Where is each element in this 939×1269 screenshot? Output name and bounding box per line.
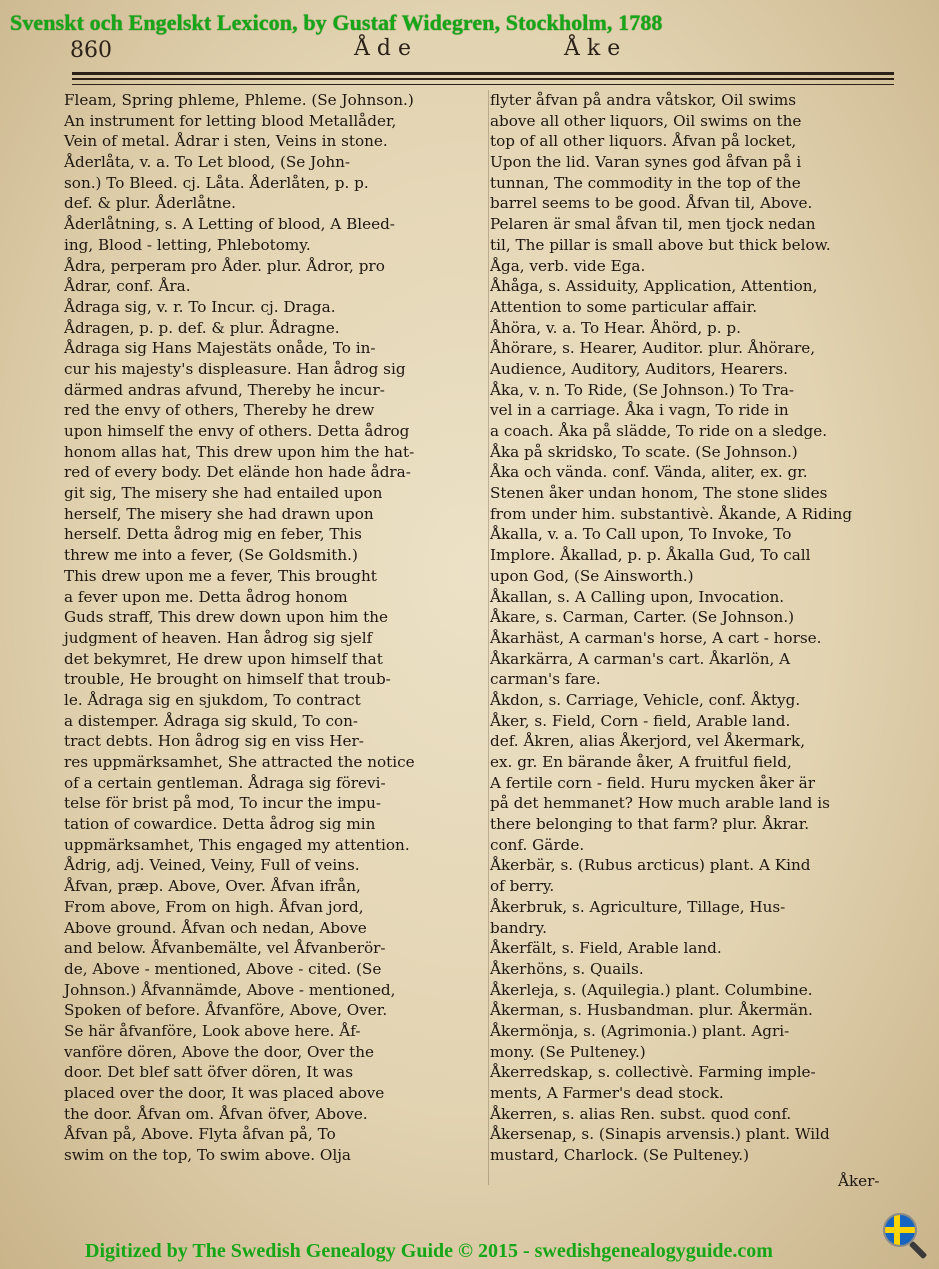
entry-line: Åkerbruk, s. Agriculture, Tillage, Hus-	[490, 897, 786, 916]
entry-line: Åker, s. Field, Corn - field, Arable land.	[490, 711, 791, 730]
entry-line: Åkalla, v. a. To Call upon, To Invoke, To	[490, 525, 792, 544]
entry-line: Åfvan, præp. Above, Over. Åfvan ifrån,	[64, 877, 361, 896]
entry-line: mustard, Charlock. (Se Pulteney.)	[490, 1146, 750, 1165]
entry-line: res uppmärksamhet, She attracted the notice	[64, 753, 415, 771]
page-number: 860	[70, 38, 112, 63]
entry-line: Implore. Åkallad, p. p. Åkalla Gud, To call	[490, 546, 811, 565]
entry-line: there belonging to that farm? plur. Åkrar.	[490, 815, 810, 834]
entry-line: above all other liquors, Oil swims on the	[490, 111, 802, 130]
entry-line: def. & plur. Åderlåtne.	[64, 194, 236, 213]
catchword: Åker-	[838, 1172, 880, 1190]
entry-line: From above, From on high. Åfvan jord,	[64, 897, 364, 916]
entry-line: Johnson.) Åfvannämde, Above - mentioned,	[64, 980, 396, 999]
entry-line: Ådraga sig Hans Majestäts onåde, To in-	[64, 339, 376, 358]
entry-line: carman's fare.	[490, 670, 601, 689]
entry-line: telse för brist på mod, To incur the impu-	[64, 794, 382, 813]
entry-line: upon God, (Se Ainsworth.)	[490, 566, 694, 585]
entry-line: Åga, verb. vide Ega.	[490, 256, 646, 275]
entry-line: Åkallan, s. A Calling upon, Invocation.	[490, 587, 785, 606]
entry-line: tunnan, The commodity in the top of the	[490, 173, 801, 192]
entry-line: top of all other liquors. Åfvan på locket,	[490, 132, 797, 151]
entry-line: Spoken of before. Åfvanföre, Above, Over.	[64, 1001, 388, 1020]
entry-line: and below. Åfvanbemälte, vel Åfvanberör-	[64, 939, 386, 958]
magnifier-handle-icon	[909, 1241, 927, 1259]
entry-line: Ådrig, adj. Veined, Veiny, Full of veins.	[64, 856, 360, 875]
entry-line: Audience, Auditory, Auditors, Hearers.	[490, 359, 789, 378]
entry-line: Åkersenap, s. (Sinapis arvensis.) plant. Wild	[490, 1125, 830, 1144]
entry-line: Vein of metal. Ådrar i sten, Veins in stone.	[64, 132, 388, 151]
entry-line: herself. Detta ådrog mig en feber, This	[64, 525, 362, 544]
running-head-right: Åke	[564, 36, 628, 61]
entry-line: det bekymret, He drew upon himself that	[64, 649, 383, 668]
entry-line: flyter åfvan på andra våtskor, Oil swims	[490, 91, 797, 109]
header-rule	[72, 84, 894, 85]
entry-line: herself, The misery she had drawn upon	[64, 504, 374, 523]
entry-line: This drew upon me a fever, This brought	[64, 566, 377, 585]
entry-line: vel in a carriage. Åka i vagn, To ride in	[490, 401, 789, 420]
entry-line: Åderlåtning, s. A Letting of blood, A Bleed-	[64, 215, 395, 234]
entry-line: git sig, The misery she had entailed upon	[64, 484, 383, 503]
entry-line: Ådra, perperam pro Åder. plur. Ådror, pro	[64, 256, 385, 275]
entry-line: vanföre dören, Above the door, Over the	[64, 1042, 374, 1061]
entry-line: Åhöra, v. a. To Hear. Åhörd, p. p.	[490, 318, 741, 337]
entry-line: Åkerhöns, s. Quails.	[490, 959, 644, 978]
entry-line: Attention to some particular affair.	[490, 297, 758, 316]
entry-line: door. Det blef satt öfver dören, It was	[64, 1063, 353, 1082]
entry-line: Åkerren, s. alias Ren. subst. quod conf.	[490, 1104, 792, 1123]
entry-line: Stenen åker undan honom, The stone slides	[490, 484, 828, 503]
entry-line: Åderlåta, v. a. To Let blood, (Se John-	[64, 153, 351, 172]
footer-credit: Digitized by The Swedish Genealogy Guide © 2015 - swedishgenealogyguide.com	[85, 1240, 773, 1262]
entry-line: ments, A Farmer's dead stock.	[490, 1084, 724, 1102]
entry-line: Guds straff, This drew down upon him the	[64, 608, 389, 627]
header-rule	[72, 72, 894, 75]
entry-line: Fleam, Spring phleme, Phleme. (Se Johnson.)	[64, 91, 414, 109]
entry-line: ing, Blood - letting, Phlebotomy.	[64, 235, 311, 254]
entry-line: conf. Gärde.	[490, 835, 585, 854]
entry-line: Åkermönja, s. (Agrimonia.) plant. Agri-	[490, 1021, 790, 1040]
entry-line: Åka och vända. conf. Vända, aliter, ex. gr.	[490, 463, 808, 482]
entry-line: Ådraga sig, v. r. To Incur. cj. Draga.	[64, 297, 336, 316]
entry-line: Se här åfvanföre, Look above here. Åf-	[64, 1021, 361, 1040]
entry-line: Åkerbär, s. (Rubus arcticus) plant. A Kind	[490, 856, 811, 875]
entry-line: Åhåga, s. Assiduity, Application, Attention,	[490, 277, 818, 296]
watermark-title: Svenskt och Engelskt Lexicon, by Gustaf Widegren, Stockholm, 1788	[10, 10, 663, 35]
entry-line: honom allas hat, This drew upon him the hat-	[64, 442, 415, 461]
entry-line: trouble, He brought on himself that troub-	[64, 670, 391, 689]
entry-line: the door. Åfvan om. Åfvan öfver, Above.	[64, 1104, 368, 1123]
entry-line: le. Ådraga sig en sjukdom, To contract	[64, 690, 361, 709]
entry-line: Åkerfält, s. Field, Arable land.	[490, 939, 722, 958]
entry-line: def. Åkren, alias Åkerjord, vel Åkermark,	[490, 732, 806, 751]
entry-line: uppmärksamhet, This engaged my attention.	[64, 835, 410, 854]
entry-line: Åkdon, s. Carriage, Vehicle, conf. Åktyg.	[490, 690, 801, 709]
entry-line: threw me into a fever, (Se Goldsmith.)	[64, 546, 358, 565]
header-rule	[72, 78, 894, 80]
entry-line: son.) To Bleed. cj. Låta. Åderlåten, p. p.	[64, 173, 369, 192]
left-column	[64, 90, 478, 1166]
entry-line: a distemper. Ådraga sig skuld, To con-	[64, 711, 359, 730]
entry-line: Åfvan på, Above. Flyta åfvan på, To	[64, 1125, 336, 1144]
entry-line: tation of cowardice. Detta ådrog sig min	[64, 815, 376, 834]
entry-line: Above ground. Åfvan och nedan, Above	[64, 918, 367, 937]
entry-line: An instrument for letting blood Metallåder,	[64, 111, 397, 130]
entry-line: bandry.	[490, 918, 547, 937]
entry-line: Åkarhäst, A carman's horse, A cart - horse.	[490, 628, 822, 647]
entry-line: Åkerleja, s. (Aquilegia.) plant. Columbine.	[490, 980, 813, 999]
entry-line: cur his majesty's displeasure. Han ådrog sig	[64, 359, 406, 378]
entry-line: på det hemmanet? How much arable land is	[490, 794, 830, 813]
entry-line: Pelaren är smal åfvan til, men tjock nedan	[490, 215, 816, 234]
entry-line: därmed andras afvund, Thereby he incur-	[64, 380, 385, 399]
entry-line: of a certain gentleman. Ådraga sig förevi-	[64, 773, 386, 792]
entry-line: Åka på skridsko, To scate. (Se Johnson.)	[490, 442, 798, 461]
entry-line: Åhörare, s. Hearer, Auditor. plur. Åhörare,	[490, 339, 816, 358]
entry-line: tract debts. Hon ådrog sig en viss Her-	[64, 732, 364, 751]
entry-line: Ådragen, p. p. def. & plur. Ådragne.	[64, 318, 340, 337]
entry-line: red of every body. Det elände hon hade ådra-	[64, 463, 411, 482]
running-head-left: Åde	[354, 36, 418, 61]
entry-line: Åkare, s. Carman, Carter. (Se Johnson.)	[490, 608, 795, 627]
entry-line: from under him. substantivè. Åkande, A Riding	[490, 504, 853, 523]
entry-line: Åkarkärra, A carman's cart. Åkarlön, A	[490, 649, 791, 668]
entry-line: a coach. Åka på slädde, To ride on a sledge.	[490, 422, 828, 440]
entry-line: swim on the top, To swim above. Olja	[64, 1146, 351, 1165]
entry-line: de, Above - mentioned, Above - cited. (Se	[64, 959, 382, 978]
right-column	[490, 90, 895, 1166]
entry-line: barrel seems to be good. Åfvan til, Above.	[490, 194, 813, 213]
entry-line: a fever upon me. Detta ådrog honom	[64, 587, 348, 606]
entry-line: ex. gr. En bärande åker, A fruitful field,	[490, 753, 792, 771]
entry-line: red the envy of others, Thereby he drew	[64, 401, 375, 420]
entry-line: Ådrar, conf. Åra.	[64, 277, 191, 296]
entry-line: Upon the lid. Varan synes god åfvan på i	[490, 153, 802, 172]
entry-line: upon himself the envy of others. Detta ådrog	[64, 422, 410, 440]
entry-line: judgment of heaven. Han ådrog sig sjelf	[64, 628, 373, 647]
entry-line: til, The pillar is small above but thick below.	[490, 235, 831, 254]
entry-line: placed over the door, It was placed above	[64, 1084, 385, 1102]
entry-line: Åka, v. n. To Ride, (Se Johnson.) To Tra-	[490, 380, 795, 399]
entry-line: A fertile corn - field. Huru mycken åker är	[490, 773, 815, 792]
entry-line: of berry.	[490, 877, 555, 896]
column-divider	[488, 90, 489, 1185]
entry-line: Åkerredskap, s. collectivè. Farming imple-	[490, 1063, 816, 1082]
entry-line: mony. (Se Pulteney.)	[490, 1042, 646, 1061]
entry-line: Åkerman, s. Husbandman. plur. Åkermän.	[490, 1001, 813, 1020]
